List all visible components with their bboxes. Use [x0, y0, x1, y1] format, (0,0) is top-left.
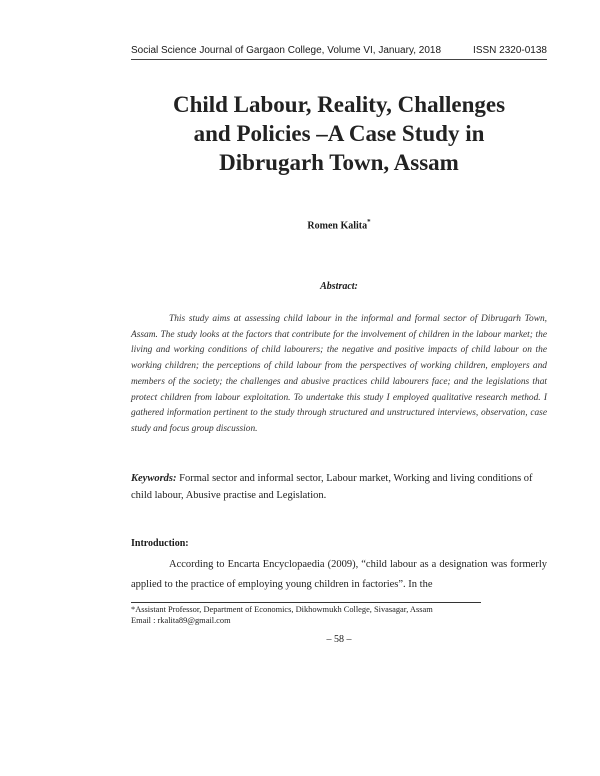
author-footnote-mark: * — [367, 218, 371, 226]
title-line-3: Dibrugarh Town, Assam — [219, 150, 459, 175]
footnotes — [131, 604, 547, 626]
title-line-2: and Policies –A Case Study in — [193, 121, 485, 146]
footnote-divider — [131, 602, 481, 603]
journal-name: Social Science Journal of Gargaon College, Volume VI, January, 2018 — [131, 45, 441, 56]
issn-number: ISSN 2320-0138 — [473, 45, 547, 56]
abstract-heading: Abstract: — [320, 281, 358, 292]
introduction-text: According to Encarta Encyclopaedia (2009), “child labour as a designation was formerly applied to the practice of employing young children in factories”. In the — [131, 559, 547, 590]
keywords-paragraph — [131, 470, 547, 504]
title-line-1: Child Labour, Reality, Challenges — [172, 92, 506, 117]
author-line — [131, 218, 547, 231]
footnote-affiliation: *Assistant Professor, Department of Economics, Dikhowmukh College, Sivasagar, Assam — [131, 605, 433, 614]
keywords-label: Keywords: — [131, 473, 177, 484]
keywords-text: Formal sector and informal sector, Labour market, Working and living conditions of child labour, Abusive practise and Legislation. — [131, 473, 533, 501]
author-name: Romen Kalita — [307, 220, 368, 232]
paper-title — [131, 90, 547, 177]
footnote-email: Email : rkalita89@gmail.com — [131, 616, 231, 625]
page-number: – 58 – — [326, 634, 352, 645]
running-header — [131, 45, 547, 60]
introduction-heading: Introduction: — [131, 538, 189, 549]
abstract-text: This study aims at assessing child labour in the informal and formal sector of Dibrugarh Town, Assam. The study looks at the factors that contribute for the involvement of children in the labour market; the living and working conditions of child labourers; the negative and positive impacts of child labour on the working children; the perceptions of child labour from the perspectives of working children, employers and members of the society; the challenges and abusive practices child labourers face; and the legislations that protect children from labour exploitation. To undertake this study I employed qualitative research method. I gathered information pertinent to the study through structured and unstructured interviews, observation, case study and focus group discussion. — [131, 314, 547, 434]
